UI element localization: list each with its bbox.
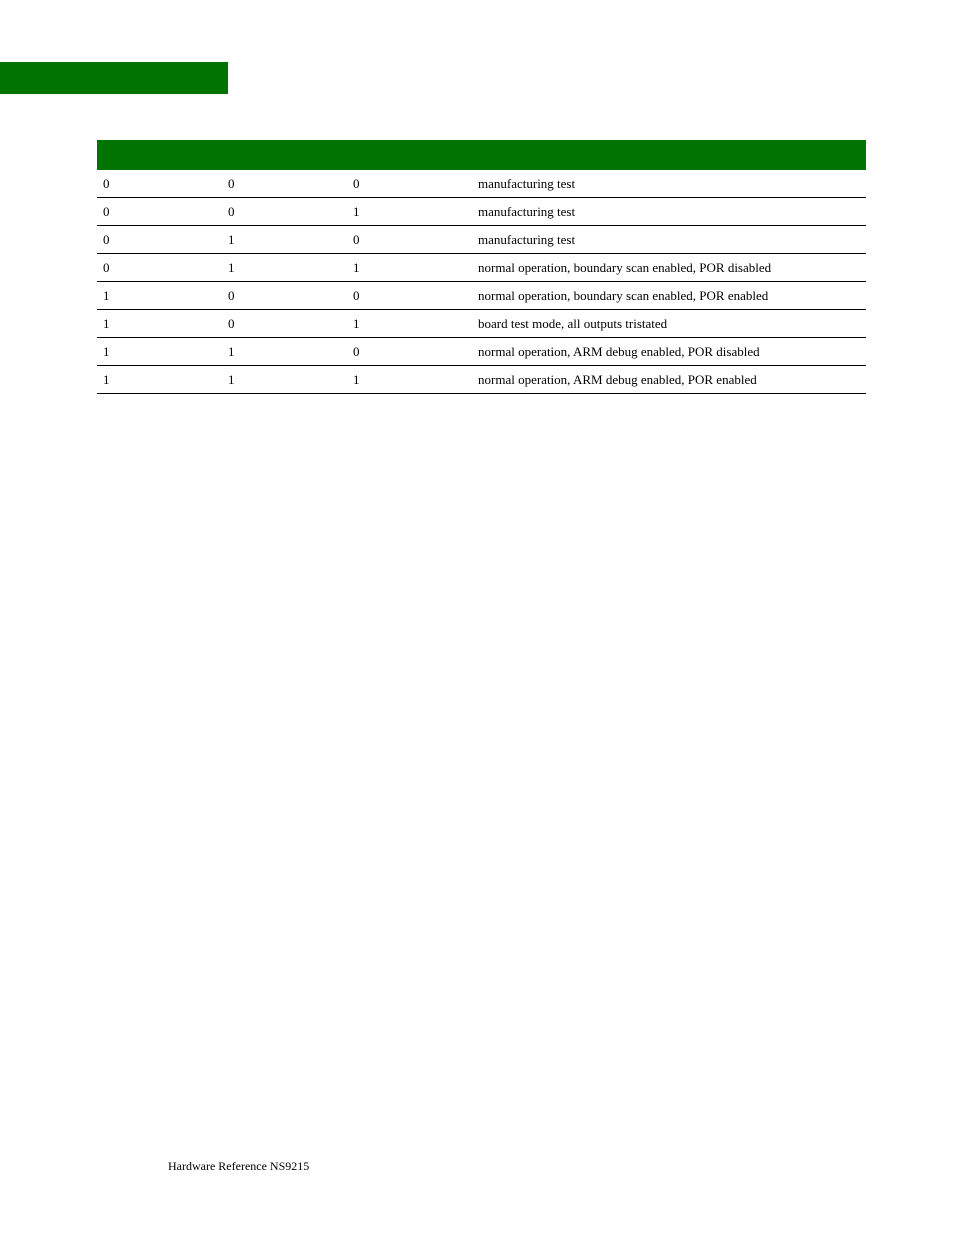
table-header-bar [97, 140, 866, 170]
chapter-header-tab [0, 62, 228, 94]
table-cell-col2: 1 [228, 260, 235, 275]
table-cell-description: manufacturing test [478, 176, 576, 191]
table-cell-col2: 1 [228, 232, 235, 247]
table-row [97, 254, 866, 282]
table-row [97, 366, 866, 394]
table-cell-col2: 1 [228, 344, 235, 359]
table-cell-description: normal operation, boundary scan enabled, POR disabled [478, 260, 772, 275]
bootstrap-mode-table [97, 140, 866, 394]
table-cell-col3: 1 [353, 372, 360, 387]
table-row [97, 310, 866, 338]
table-cell-col1: 0 [103, 260, 110, 275]
table-cell-col1: 1 [103, 372, 110, 387]
table-cell-col1: 0 [103, 176, 110, 191]
table-cell-description: board test mode, all outputs tristated [478, 316, 668, 331]
table-cell-col2: 0 [228, 204, 235, 219]
table-cell-col2: 1 [228, 372, 235, 387]
table-cell-col3: 0 [353, 232, 360, 247]
page-footer: Hardware Reference NS9215 [168, 1159, 310, 1173]
table-cell-description: normal operation, boundary scan enabled, POR enabled [478, 288, 769, 303]
table-cell-col2: 0 [228, 288, 235, 303]
table-cell-col3: 0 [353, 288, 360, 303]
table-cell-col3: 1 [353, 316, 360, 331]
table-cell-col1: 1 [103, 288, 110, 303]
table-cell-col1: 1 [103, 344, 110, 359]
table-cell-col1: 1 [103, 316, 110, 331]
table-cell-col2: 0 [228, 316, 235, 331]
table-cell-col1: 0 [103, 232, 110, 247]
table-row [97, 338, 866, 366]
table-cell-description: normal operation, ARM debug enabled, POR disabled [478, 344, 760, 359]
table-row [97, 226, 866, 254]
table-cell-col3: 1 [353, 260, 360, 275]
table-cell-description: normal operation, ARM debug enabled, POR enabled [478, 372, 757, 387]
table-cell-col3: 0 [353, 176, 360, 191]
table-row [97, 170, 866, 198]
table-cell-description: manufacturing test [478, 204, 576, 219]
table-cell-col3: 0 [353, 344, 360, 359]
table-cell-description: manufacturing test [478, 232, 576, 247]
table-cell-col1: 0 [103, 204, 110, 219]
table-row [97, 282, 866, 310]
table-cell-col2: 0 [228, 176, 235, 191]
table-row [97, 198, 866, 226]
table-cell-col3: 1 [353, 204, 360, 219]
